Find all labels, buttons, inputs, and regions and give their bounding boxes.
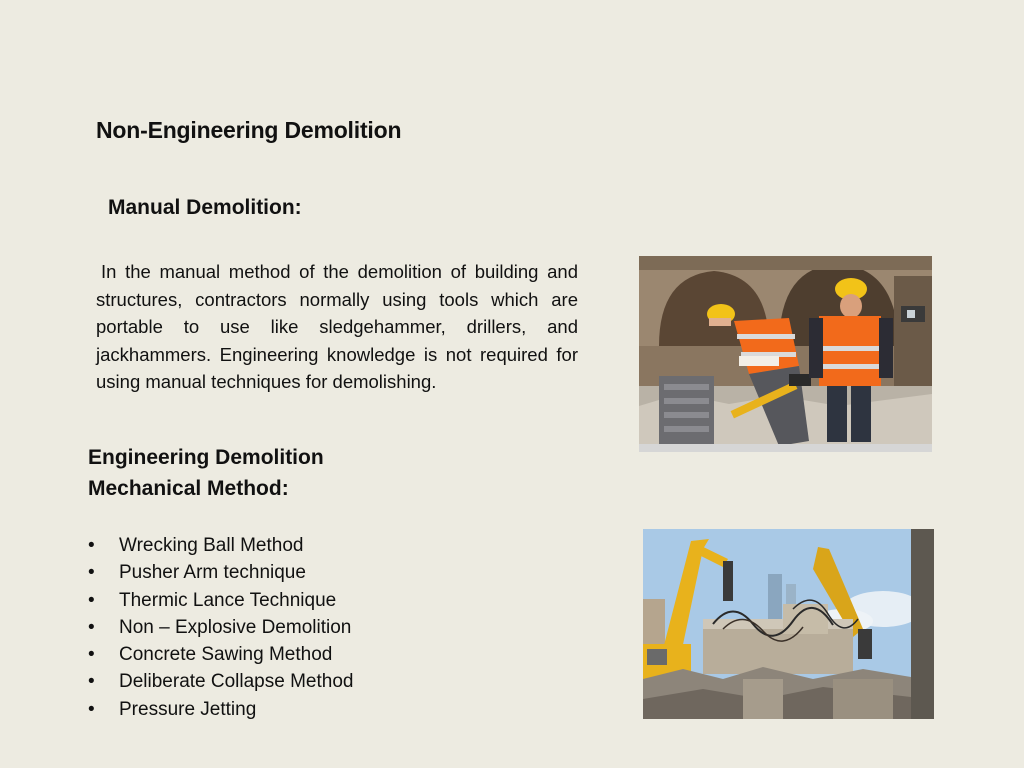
list-item: • Wrecking Ball Method: [88, 532, 353, 559]
engineering-heading-line2: Mechanical Method:: [88, 477, 289, 500]
engineering-demolition-heading: [88, 442, 324, 504]
paragraph-text: In the manual method of the demolition of building and structures, contractors normally using tools which are portable to use like sledgehammer, drillers, and jackhammers. Engineering knowledge is not required for using manual techniques for demolishing.: [96, 261, 578, 392]
mechanical-methods-list: [88, 532, 353, 723]
manual-demolition-heading: Manual Demolition:: [108, 196, 302, 219]
bullet-icon: •: [88, 644, 95, 666]
list-item: • Pusher Arm technique: [88, 559, 353, 586]
list-item: • Non – Explosive Demolition: [88, 614, 353, 641]
engineering-heading-line1: Engineering Demolition: [88, 446, 324, 469]
list-item: • Deliberate Collapse Method: [88, 668, 353, 695]
excavator-photo-illustration: [643, 529, 934, 719]
bullet-icon: •: [88, 671, 95, 693]
bullet-icon: •: [88, 698, 95, 720]
bullet-icon: •: [88, 616, 95, 638]
list-item: • Pressure Jetting: [88, 696, 353, 723]
bullet-icon: •: [88, 535, 95, 556]
manual-demolition-paragraph: [96, 258, 578, 396]
list-item: • Concrete Sawing Method: [88, 641, 353, 668]
workers-photo-illustration: [639, 256, 932, 452]
bullet-icon: •: [88, 562, 95, 584]
workers-demolition-photo: [639, 256, 932, 452]
list-item: • Thermic Lance Technique: [88, 587, 353, 614]
bullet-icon: •: [88, 589, 95, 611]
slide-title: Non-Engineering Demolition: [96, 117, 402, 143]
excavator-demolition-photo: [643, 529, 934, 719]
